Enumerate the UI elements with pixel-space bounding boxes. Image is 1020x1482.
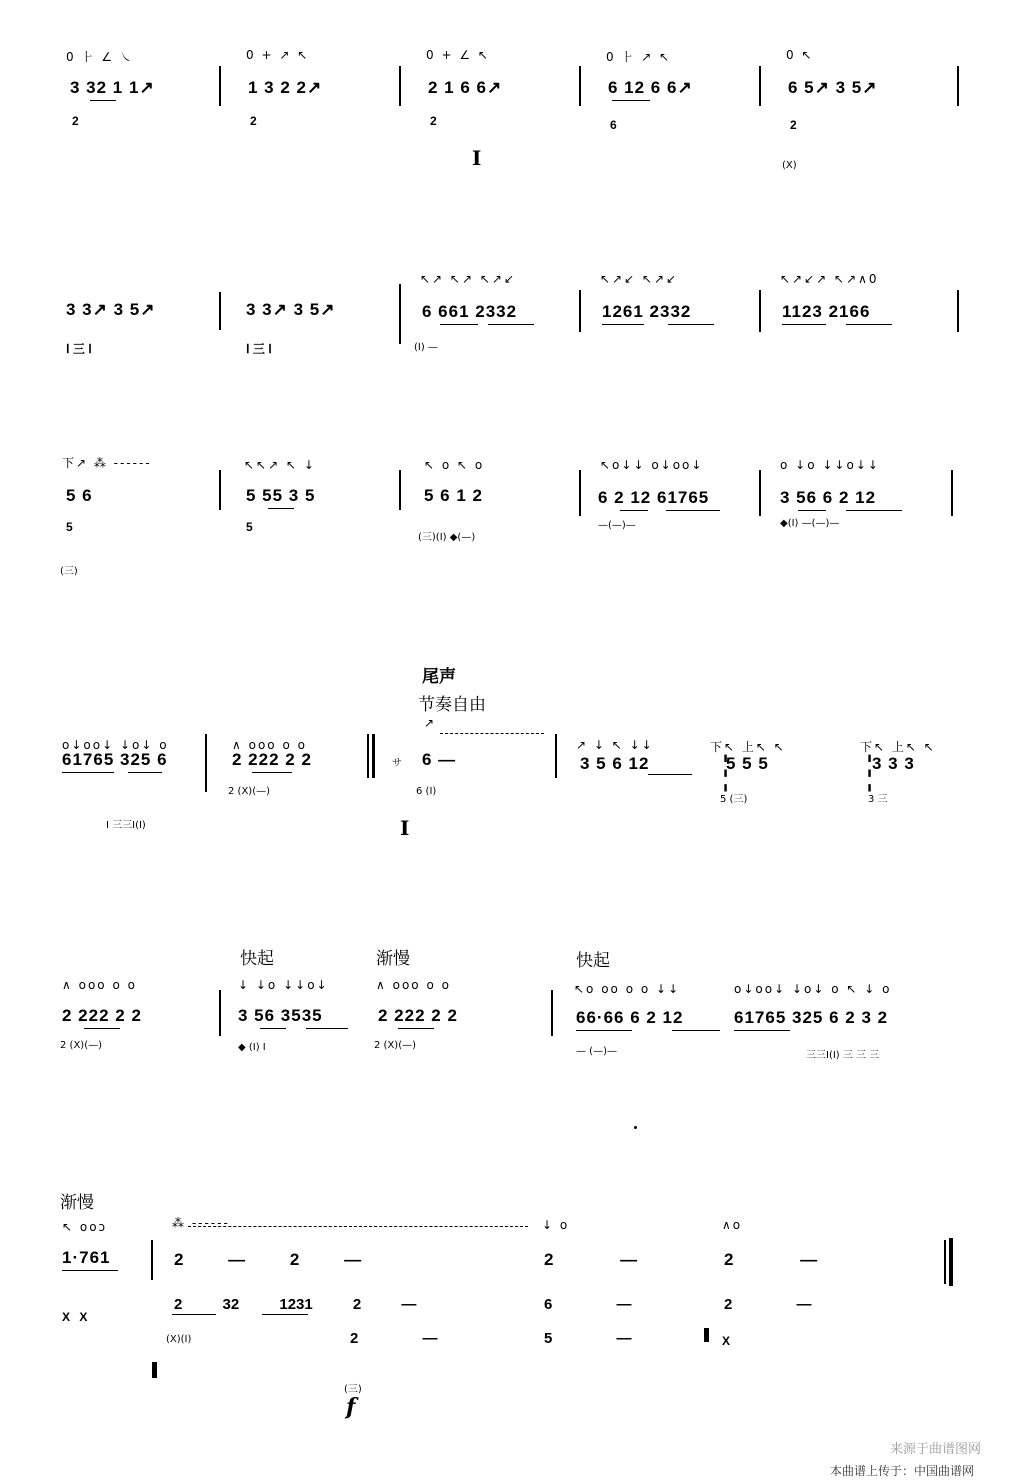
- articulation-marks: ↖↗ ↖↗ ↖↗↙: [420, 272, 517, 286]
- tempo-marking: 快起: [240, 949, 274, 969]
- measure-notes: 6 —: [422, 750, 457, 769]
- barline: [367, 734, 369, 778]
- articulation-marks: ↖↗↙↗ ↖↗∧0: [780, 272, 879, 286]
- measure-notes: 2 1 6 6↗: [428, 78, 503, 97]
- lower-line: 2: [250, 114, 257, 128]
- line-three: 2 —: [350, 1330, 438, 1347]
- line-two: 6 —: [544, 1296, 632, 1313]
- measure-notes: 1 3 2 2↗: [248, 78, 323, 97]
- barline: [399, 284, 401, 344]
- lower-line: 6: [610, 118, 617, 132]
- tempo-marking: 渐慢: [376, 949, 410, 969]
- articulation-marks: o↓oo↓ ↓o↓ o ↖ ↓ o: [734, 982, 892, 996]
- line-two: 2 32 1231 2 —: [174, 1296, 417, 1313]
- lower-line: 6 (Ⅰ): [416, 786, 437, 797]
- lower-line: —(—)—: [598, 520, 636, 531]
- lower-line: 2 (X)(—): [60, 1040, 102, 1051]
- articulation-marks: ↖↖↗ ↖ ↓: [244, 458, 316, 472]
- barline: [579, 290, 581, 332]
- line-three: 5 —: [544, 1330, 632, 1347]
- lower-line: 2 (X)(—): [228, 786, 270, 797]
- articulation-marks: ↗ ↓ ↖ ↓↓: [576, 738, 654, 752]
- measure-notes: 3 3 3: [872, 754, 915, 773]
- lower-line: 5: [246, 520, 253, 534]
- line-three: X: [722, 1334, 731, 1348]
- measure-notes: 6 661 2332: [422, 302, 518, 321]
- articulation-marks: 0 + ∠ ↖: [426, 48, 490, 62]
- barline: [951, 470, 953, 516]
- articulation-marks: 0 ⺊ ↗ ↖: [606, 50, 672, 64]
- barline: [219, 292, 221, 330]
- measure-notes: 3 56 6 2 12: [780, 488, 877, 507]
- tempo-marking: 渐慢: [60, 1193, 94, 1213]
- measure-notes: 3 32 1 1↗: [70, 78, 155, 97]
- lower-line: 5 (三): [720, 794, 748, 805]
- barline: [555, 734, 557, 778]
- measure-notes: 2 — 2 —: [174, 1250, 363, 1269]
- line-two: X X: [62, 1310, 88, 1324]
- barline: [957, 290, 959, 332]
- articulation-marks: ↖ ooↄ: [62, 1220, 108, 1234]
- lower-line: 2 (X)(—): [374, 1040, 416, 1051]
- measure-notes: 3 3↗ 3 5↗: [246, 300, 336, 319]
- barline: [759, 290, 761, 332]
- lower-line: ◆(Ⅰ) —(—)—: [780, 518, 840, 529]
- measure-notes: 61765 325 6: [62, 750, 168, 769]
- lower-line: Ⅰ 三 Ⅰ: [66, 342, 92, 356]
- lower-line: 5: [66, 520, 73, 534]
- barline: [579, 470, 581, 516]
- barline: [759, 66, 761, 106]
- final-barline: [944, 1240, 946, 1284]
- articulation-marks: ↓ o: [542, 1218, 570, 1232]
- lower-line: — (—)—: [576, 1046, 617, 1057]
- tempo-marking: 快起: [576, 951, 610, 971]
- measure-notes: 6 2 12 61765: [598, 488, 710, 507]
- barline: [205, 734, 207, 792]
- articulation-marks: 0 + ↗ ↖: [246, 48, 310, 62]
- barline: [579, 66, 581, 106]
- final-barline: [949, 1238, 953, 1286]
- measure-notes: 2 —: [544, 1250, 639, 1269]
- measure-notes: 61765 325 6 2 3 2: [734, 1008, 889, 1027]
- measure-notes: 1·761: [62, 1248, 111, 1267]
- lower-line: (三)(Ⅰ) ◆(—): [418, 532, 476, 543]
- articulation-marks: ↖↗↙ ↖↗↙: [600, 272, 679, 286]
- barline: [219, 470, 221, 510]
- lower-line: 2: [72, 114, 79, 128]
- roman-marker: I: [400, 816, 410, 840]
- articulation-marks: ↓ ↓o ↓↓o↓: [238, 978, 329, 992]
- lower-line: 三三Ⅰ(Ⅰ) 三 三 三: [806, 1050, 880, 1061]
- articulation-marks: ∧ ooo o o: [232, 738, 307, 752]
- measure-notes: 3 5 6 12: [580, 754, 650, 773]
- arpeggio-wave: ⁝: [721, 739, 730, 809]
- barline: [152, 1362, 157, 1378]
- articulation-marks: ↖o↓↓ o↓oo↓: [600, 458, 704, 472]
- barline: [551, 990, 553, 1036]
- articulation-marks: ↖o oo o o ↓↓: [574, 982, 681, 996]
- barline: [399, 66, 401, 106]
- lower-line: 3 三: [868, 794, 888, 805]
- measure-notes: 66·66 6 2 12: [576, 1008, 684, 1027]
- measure-notes: 1123 2166: [782, 302, 871, 321]
- articulation-marks: 下↖ 上↖ ↖: [710, 740, 786, 754]
- measure-notes: 5 6 1 2: [424, 486, 483, 505]
- articulation-marks: 下↗ ⁂ ------: [62, 456, 152, 470]
- articulation-marks: ∧ ooo o o: [62, 978, 137, 992]
- measure-notes: 2 222 2 2: [232, 750, 312, 769]
- barline: [219, 990, 221, 1036]
- measure-notes: 6 5↗ 3 5↗: [788, 78, 878, 97]
- barline: [372, 734, 375, 778]
- dynamic-forte: f: [346, 1394, 356, 1420]
- lower-line: 2: [790, 118, 797, 132]
- articulation-marks: o↓oo↓ ↓o↓ o: [62, 738, 169, 752]
- articulation-marks: ∧o: [722, 1218, 743, 1232]
- barline: [151, 1240, 153, 1280]
- roman-marker: I: [472, 146, 482, 170]
- measure-notes: 5 55 3 5: [246, 486, 316, 505]
- lower-line: 2: [430, 114, 437, 128]
- lower-line: (Ⅰ) —: [414, 342, 438, 353]
- articulation-marks: ⁂ ------: [172, 1216, 230, 1230]
- measure-notes: 6 12 6 6↗: [608, 78, 693, 97]
- bracket-mark: (X): [782, 160, 797, 171]
- barline: [219, 66, 221, 106]
- measure-notes: 2 —: [724, 1250, 819, 1269]
- lower-mark: (三): [344, 1384, 362, 1395]
- arpeggio-wave: ⁝: [865, 739, 874, 809]
- lower-line: Ⅰ 三 Ⅰ: [246, 342, 272, 356]
- measure-notes: 5 5 5: [726, 754, 769, 773]
- line-three: (X)(Ⅰ): [166, 1334, 192, 1345]
- measure-notes: 3 3↗ 3 5↗: [66, 300, 156, 319]
- measure-notes: 2 222 2 2: [378, 1006, 458, 1025]
- line-two: 2 —: [724, 1296, 812, 1313]
- lower-line: ◆ (Ⅰ) Ⅰ: [238, 1042, 266, 1053]
- footer-watermark: 本曲谱上传于：中国曲谱网: [830, 1464, 975, 1478]
- section-title: 尾声: [422, 667, 456, 687]
- barline: [399, 470, 401, 510]
- barline: [704, 1328, 709, 1342]
- barline: [759, 470, 761, 516]
- articulation-marks: ∧ ooo o o: [376, 978, 451, 992]
- measure-notes: 3 56 3535: [238, 1006, 323, 1025]
- free-rhythm-sign: サ: [392, 758, 402, 769]
- barline: [957, 66, 959, 106]
- lower-line: Ⅰ 三三Ⅰ(Ⅰ): [106, 820, 146, 831]
- articulation-marks: ↖ o ↖ o: [424, 458, 485, 472]
- measure-notes: 2 222 2 2: [62, 1006, 142, 1025]
- articulation-marks: ↗: [424, 716, 437, 730]
- source-watermark: 来源于曲谱图网: [890, 1442, 982, 1457]
- measure-notes: 5 6: [66, 486, 93, 505]
- bracket-mark: (三): [60, 566, 78, 577]
- articulation-marks: 0 ↖: [786, 48, 814, 62]
- articulation-marks: 下↖ 上↖ ↖: [860, 740, 936, 754]
- tempo-marking: 节奏自由: [418, 695, 486, 715]
- measure-notes: 1261 2332: [602, 302, 692, 321]
- articulation-marks: o ↓o ↓↓o↓↓: [780, 458, 880, 472]
- articulation-marks: 0 ⺊ ∠ ㇏: [66, 50, 134, 64]
